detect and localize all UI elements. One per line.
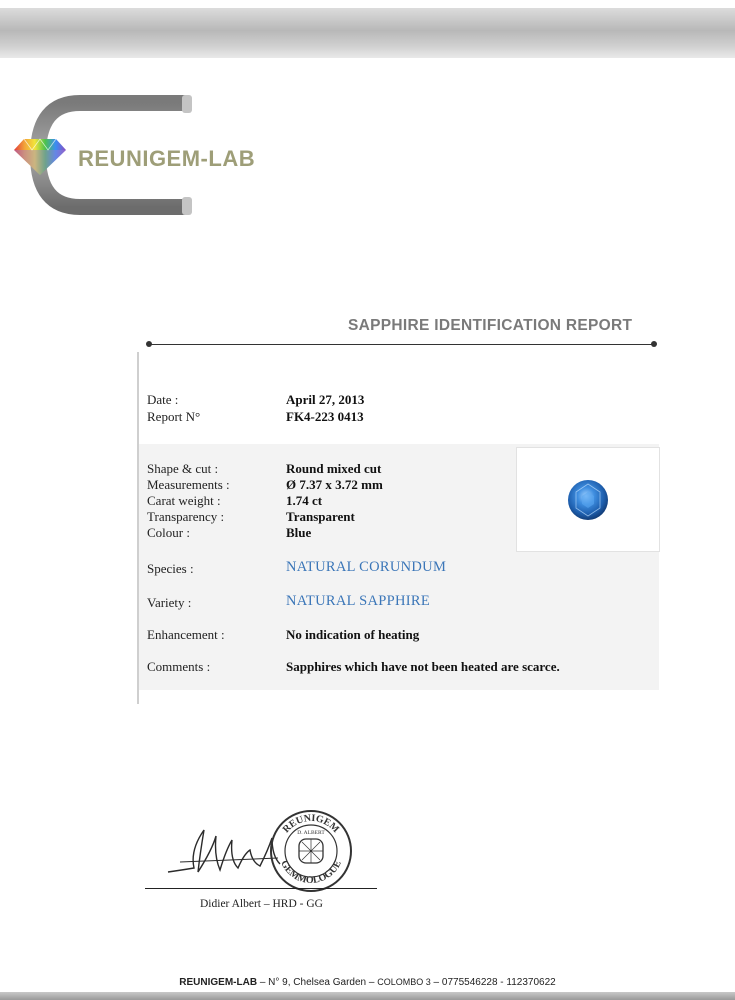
enhancement-value: No indication of heating [286,627,420,642]
date-value: April 27, 2013 [286,392,365,407]
signatory-name: Didier Albert – HRD - GG [200,898,323,910]
footer-brand: REUNIGEM-LAB [179,977,258,988]
comments-value: Sapphires which have not been heated are scarce. [286,659,560,674]
gemmologue-stamp [268,808,354,894]
svg-text:GEMMOLOGUE: GEMMOLOGUE [278,858,344,887]
footer-address [0,977,735,988]
report-number-value: FK4-223 0413 [286,409,364,424]
divider-dot-right [651,341,657,347]
report-number-label: Report N° [147,409,201,424]
top-band [0,8,735,58]
svg-text:REUNIGEM: REUNIGEM [280,812,342,836]
species-value: NATURAL CORUNDUM [286,559,447,575]
variety-value: NATURAL SAPPHIRE [286,593,431,609]
shape-value: Round mixed cut [286,461,382,476]
date-label: Date : [147,392,179,407]
logo-brand-text: REUNIGEM-LAB [78,146,256,171]
carat-label: Carat weight : [147,493,221,508]
sapphire-gem-image [517,448,659,551]
report-title: SAPPHIRE IDENTIFICATION REPORT [348,317,633,334]
variety-label: Variety : [147,595,192,610]
colour-value: Blue [286,525,312,540]
transparency-label: Transparency : [147,509,225,524]
colour-label: Colour : [147,525,190,540]
svg-text:D. ALBERT: D. ALBERT [297,830,325,836]
transparency-value: Transparent [286,509,355,524]
gem-photo-box [516,447,660,552]
footer-phones: – 0775546228 - 112370622 [430,977,556,988]
shape-label: Shape & cut : [147,461,219,476]
measurements-value: Ø 7.37 x 3.72 mm [286,477,383,492]
footer-street: – N° 9, Chelsea Garden – [257,977,378,988]
footer-city: COLOMBO 3 [377,977,431,987]
bottom-band [0,992,735,1000]
carat-value: 1.74 ct [286,493,323,508]
measurements-label: Measurements : [147,477,230,492]
enhancement-label: Enhancement : [147,627,225,642]
divider-dot-left [146,341,152,347]
title-divider [148,344,654,345]
species-label: Species : [147,561,194,576]
signature-line [145,888,377,889]
comments-label: Comments : [147,659,211,674]
